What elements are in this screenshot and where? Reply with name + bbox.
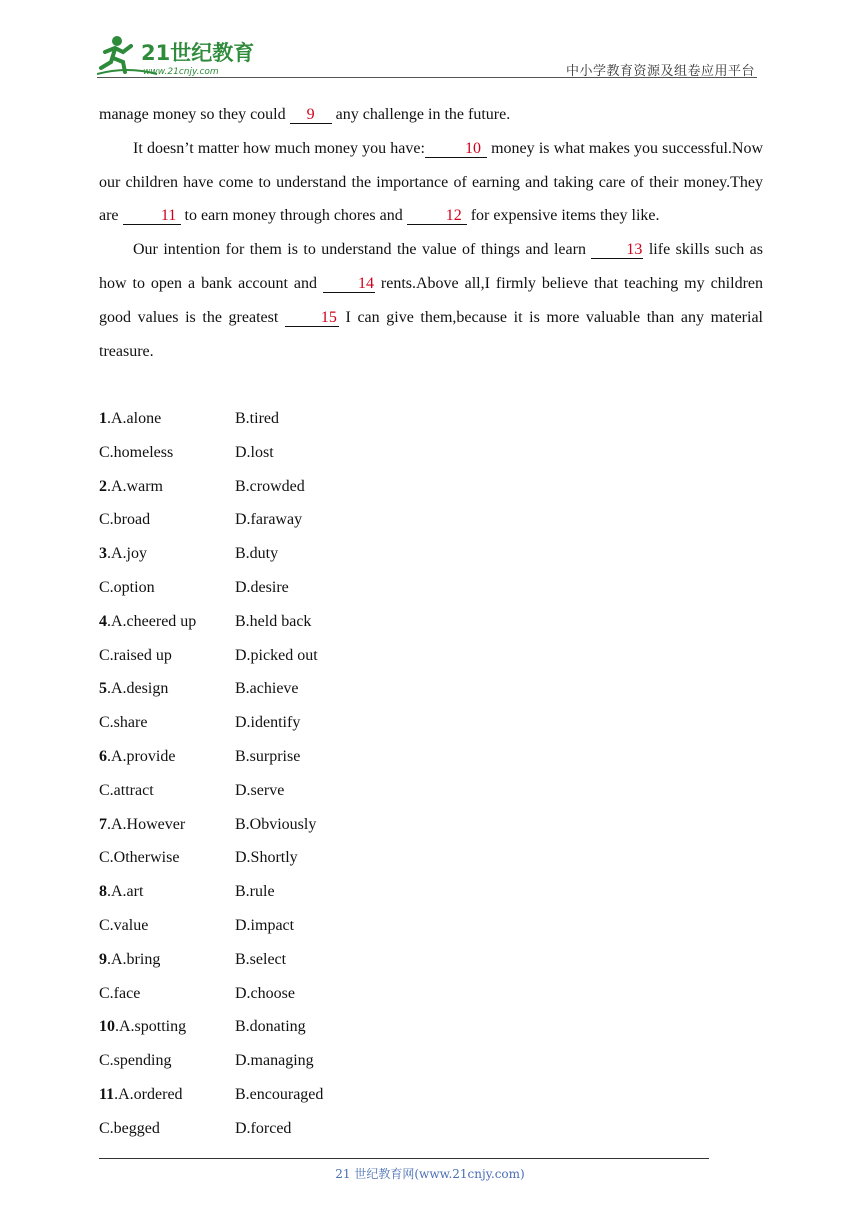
option-d: D.Shortly xyxy=(235,849,298,867)
question-number: 6 xyxy=(99,747,107,765)
option-c: C.face xyxy=(99,984,141,1002)
question-row xyxy=(99,774,499,808)
option-c: C.attract xyxy=(99,781,154,799)
option-c: C.option xyxy=(99,578,155,596)
option-a-text: .A.However xyxy=(107,815,186,833)
text-run: rents.Above all,I firmly believe that teaching my children good values is the greatest xyxy=(99,274,763,326)
question-row xyxy=(99,1010,499,1044)
paragraph-3 xyxy=(99,233,763,368)
question-number: 8 xyxy=(99,883,107,901)
option-b: B.rule xyxy=(235,883,275,901)
question-number: 1 xyxy=(99,410,107,427)
option-b: B.Obviously xyxy=(235,815,317,833)
text-run: Our intention for them is to understand the value of things and learn xyxy=(133,241,592,259)
blank-15: 15 xyxy=(285,309,339,327)
text-run: It doesn’t matter how much money you have: xyxy=(133,139,425,157)
option-a-text: .A.art xyxy=(107,883,144,901)
option-d: D.choose xyxy=(235,984,295,1002)
text-run: for expensive items they like. xyxy=(466,207,660,225)
text-run: to earn money through chores and xyxy=(180,207,407,225)
page-header xyxy=(97,32,757,80)
paragraph-2 xyxy=(99,132,763,233)
question-row xyxy=(99,470,499,504)
option-c: C.value xyxy=(99,916,149,934)
option-d: D.picked out xyxy=(235,646,318,664)
option-b: B.crowded xyxy=(235,477,305,495)
option-d: D.identify xyxy=(235,714,301,732)
option-c: C.raised up xyxy=(99,646,172,664)
option-c: C.spending xyxy=(99,1052,172,1070)
option-d: D.managing xyxy=(235,1052,314,1070)
question-row xyxy=(99,503,499,537)
passage xyxy=(99,98,763,368)
option-d: D.lost xyxy=(235,443,274,461)
question-row xyxy=(99,1078,499,1112)
option-a xyxy=(99,1078,183,1112)
option-b: B.achieve xyxy=(235,680,299,698)
blank-14: 14 xyxy=(323,275,375,293)
option-d: D.faraway xyxy=(235,511,303,529)
option-a-text: .A.design xyxy=(107,680,169,698)
option-b: B.donating xyxy=(235,1018,306,1036)
question-number: 3 xyxy=(99,545,107,563)
site-logo xyxy=(97,32,272,78)
question-row xyxy=(99,1112,499,1146)
option-c: C.begged xyxy=(99,1119,160,1137)
option-b: B.surprise xyxy=(235,747,301,765)
option-b: B.held back xyxy=(235,612,312,630)
option-c: C.homeless xyxy=(99,443,174,461)
question-row xyxy=(99,808,499,842)
question-row xyxy=(99,672,499,706)
question-number: 9 xyxy=(99,950,107,968)
option-a xyxy=(99,740,175,774)
option-a-text: .A.provide xyxy=(107,747,176,765)
blank-11: 11 xyxy=(123,207,181,225)
question-row xyxy=(99,943,499,977)
question-row xyxy=(99,977,499,1011)
header-divider xyxy=(97,77,757,78)
question-row xyxy=(99,740,499,774)
question-number: 4 xyxy=(99,612,107,630)
blank-13: 13 xyxy=(591,241,643,259)
question-row xyxy=(99,1044,499,1078)
option-a-text: .A.ordered xyxy=(114,1085,183,1103)
question-row xyxy=(99,537,499,571)
option-a xyxy=(99,672,168,706)
option-a-text: .A.cheered up xyxy=(107,612,197,630)
question-row xyxy=(99,706,499,740)
question-row xyxy=(99,841,499,875)
option-d: D.forced xyxy=(235,1119,292,1137)
text-run: life skills such as how to open a bank account and xyxy=(99,241,764,292)
question-row xyxy=(99,605,499,639)
option-d: D.impact xyxy=(235,916,295,934)
logo-text: 21世纪教育 xyxy=(141,41,255,65)
option-a xyxy=(99,808,185,842)
question-number: 10 xyxy=(99,1018,115,1036)
option-c: C.share xyxy=(99,714,148,732)
option-a xyxy=(99,875,143,909)
option-c: C.Otherwise xyxy=(99,849,180,867)
option-a xyxy=(99,1010,186,1044)
question-number: 11 xyxy=(99,1085,115,1103)
question-row xyxy=(99,909,499,943)
option-a-text: .A.warm xyxy=(107,477,163,495)
blank-9: 9 xyxy=(290,106,332,124)
header-platform-label: 中小学教育资源及组卷应用平台 xyxy=(565,64,755,79)
option-a xyxy=(99,537,147,571)
question-row xyxy=(99,402,499,436)
option-b: B.duty xyxy=(235,545,279,563)
option-b: B.encouraged xyxy=(235,1085,324,1103)
option-c: C.broad xyxy=(99,511,151,529)
text-run: any challenge in the future. xyxy=(331,106,511,123)
question-options xyxy=(99,402,499,1146)
question-row xyxy=(99,571,499,605)
question-number: 7 xyxy=(99,815,107,833)
logo-url: www.21cnjy.com xyxy=(143,67,219,77)
option-a xyxy=(99,470,163,504)
option-a-text: .A.bring xyxy=(107,950,161,968)
option-a xyxy=(99,943,160,977)
option-a-text: .A.joy xyxy=(107,545,147,563)
footer-divider xyxy=(99,1158,709,1159)
text-run: money is what makes you successful.Now our children have come to understand the importance of earning and taking care of their money.They are xyxy=(99,139,764,225)
option-d: D.desire xyxy=(235,578,289,596)
question-row xyxy=(99,639,499,673)
paragraph-1 xyxy=(99,98,763,132)
option-a xyxy=(99,605,196,639)
question-number: 5 xyxy=(99,680,107,698)
question-row xyxy=(99,875,499,909)
option-b: B.tired xyxy=(235,410,279,427)
option-a-text: .A.spotting xyxy=(115,1018,187,1036)
question-number: 2 xyxy=(99,477,107,495)
blank-12: 12 xyxy=(407,207,467,225)
option-a-text: .A.alone xyxy=(107,410,162,427)
option-a xyxy=(99,402,161,436)
footer-text: 21 世纪教育网(www.21cnjy.com) xyxy=(335,1167,525,1181)
blank-10: 10 xyxy=(425,140,487,158)
option-d: D.serve xyxy=(235,781,285,799)
text-run: I can give them,because it is more valuable than any material treasure. xyxy=(99,308,763,360)
question-row xyxy=(99,436,499,470)
option-b: B.select xyxy=(235,950,287,968)
text-run: manage money so they could xyxy=(99,106,290,123)
